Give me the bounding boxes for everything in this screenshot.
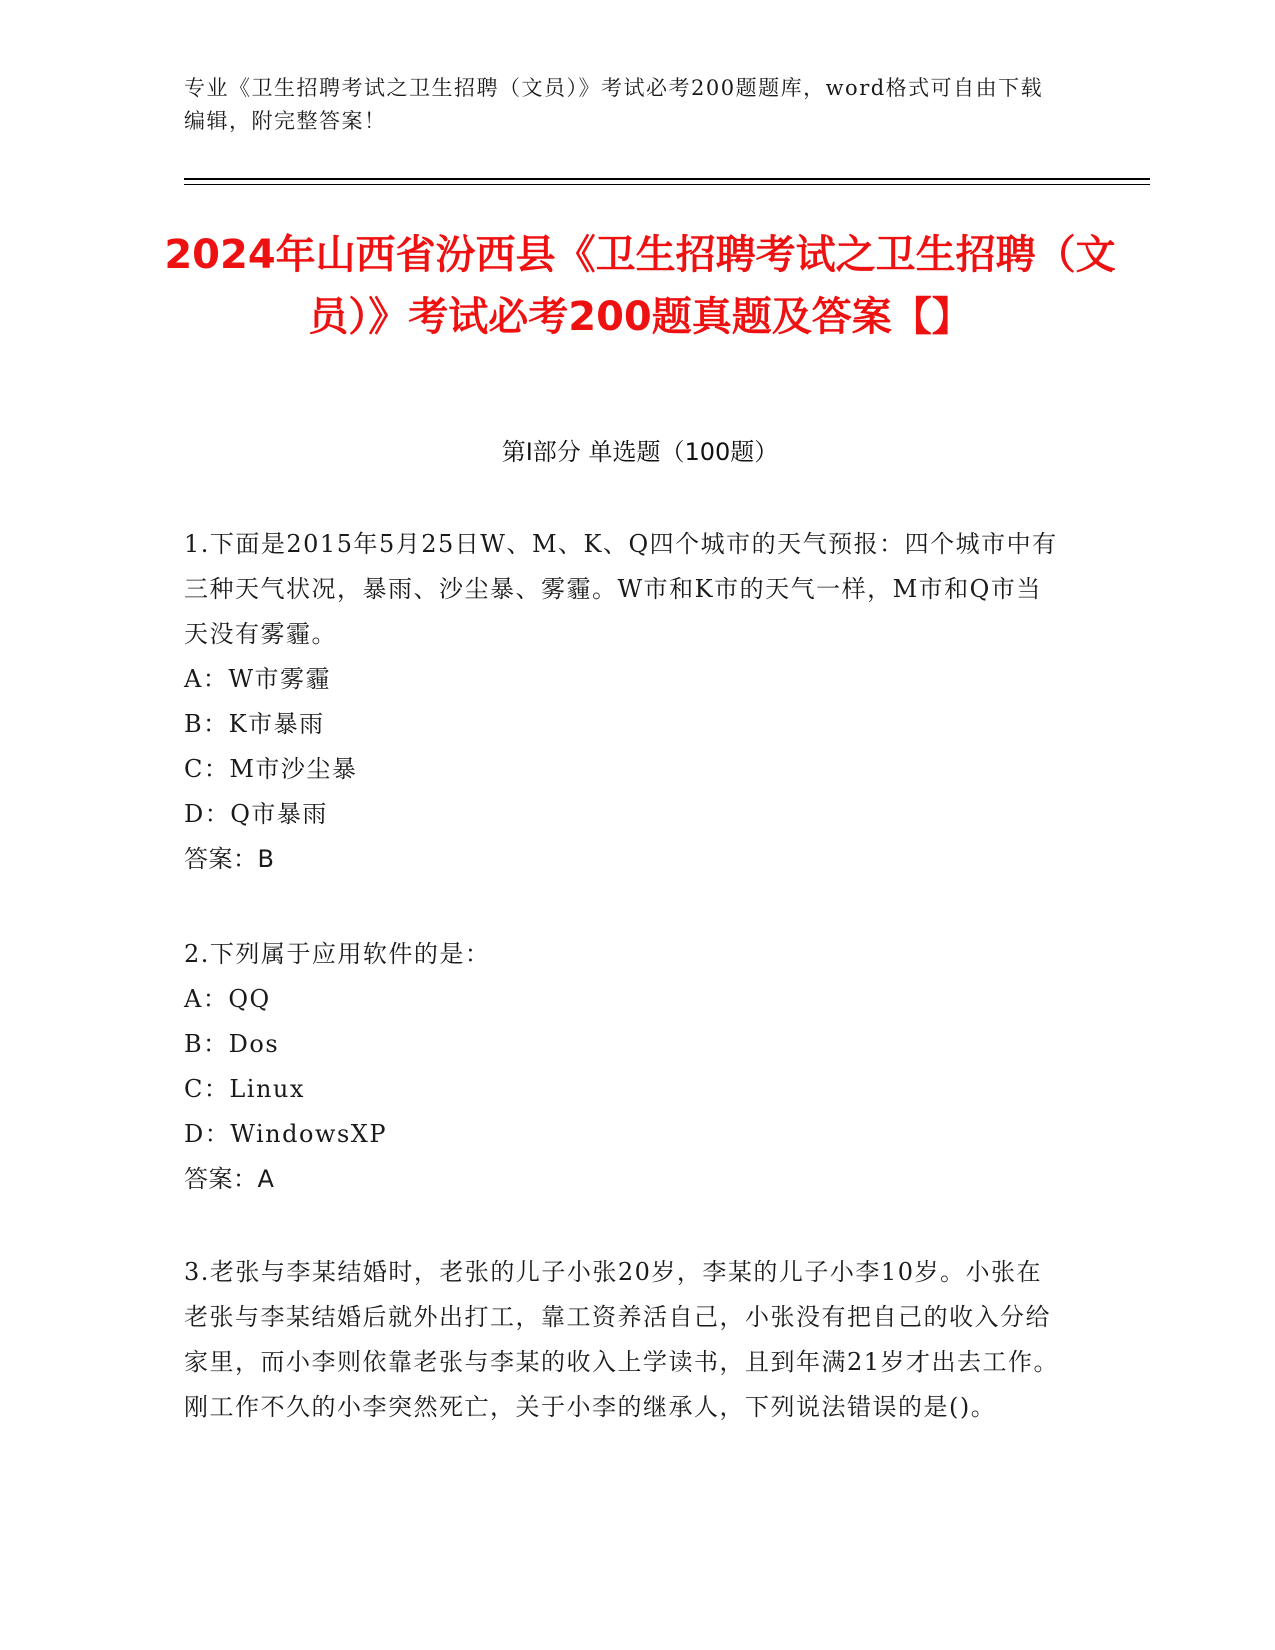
document-title: 2024年山西省汾西县《卫生招聘考试之卫生招聘（文员）》考试必考200题真题及答案【】	[164, 232, 1116, 340]
header-rule-thick	[184, 178, 1150, 180]
question-stem: 3.老张与李某结婚时，老张的儿子小张20岁，李某的儿子小李10岁。小张在老张与李某结婚后就外出打工，靠工资养活自己，小张没有把自己的收入分给家里，而小李则依靠老张与李某的收入上学读书，且到年满21岁才出去工作。刚工作不久的小李突然死亡，关于小李的继承人，下列说法错误的是()。	[184, 1258, 1060, 1421]
question-stem: 1.下面是2015年5月25日W、M、K、Q四个城市的天气预报：四个城市中有三种天气状况，暴雨、沙尘暴、雾霾。W市和K市的天气一样，M市和Q市当天没有雾霾。	[184, 530, 1058, 648]
section-title: 第Ⅰ部分 单选题（100题）	[501, 438, 779, 466]
answer-line: 答案：A	[184, 1165, 275, 1193]
option-a: A：W市雾霾	[184, 665, 331, 693]
question-stem: 2.下列属于应用软件的是：	[184, 940, 491, 968]
option-d: D：WindowsXP	[184, 1120, 388, 1148]
option-b: B：Dos	[184, 1030, 280, 1058]
header-rule-thin	[184, 184, 1150, 185]
option-a: A：QQ	[184, 985, 271, 1013]
option-b: B：K市暴雨	[184, 710, 325, 738]
option-c: C：M市沙尘暴	[184, 755, 358, 783]
header-note: 专业《卫生招聘考试之卫生招聘（文员）》考试必考200题题库，word格式可自由下载编辑，附完整答案！	[184, 76, 1044, 133]
question-1	[184, 522, 1064, 882]
question-3	[184, 1250, 1064, 1430]
answer-line: 答案：B	[184, 845, 275, 873]
option-c: C：Linux	[184, 1075, 305, 1103]
option-d: D：Q市暴雨	[184, 800, 328, 828]
question-2	[184, 932, 1064, 1202]
